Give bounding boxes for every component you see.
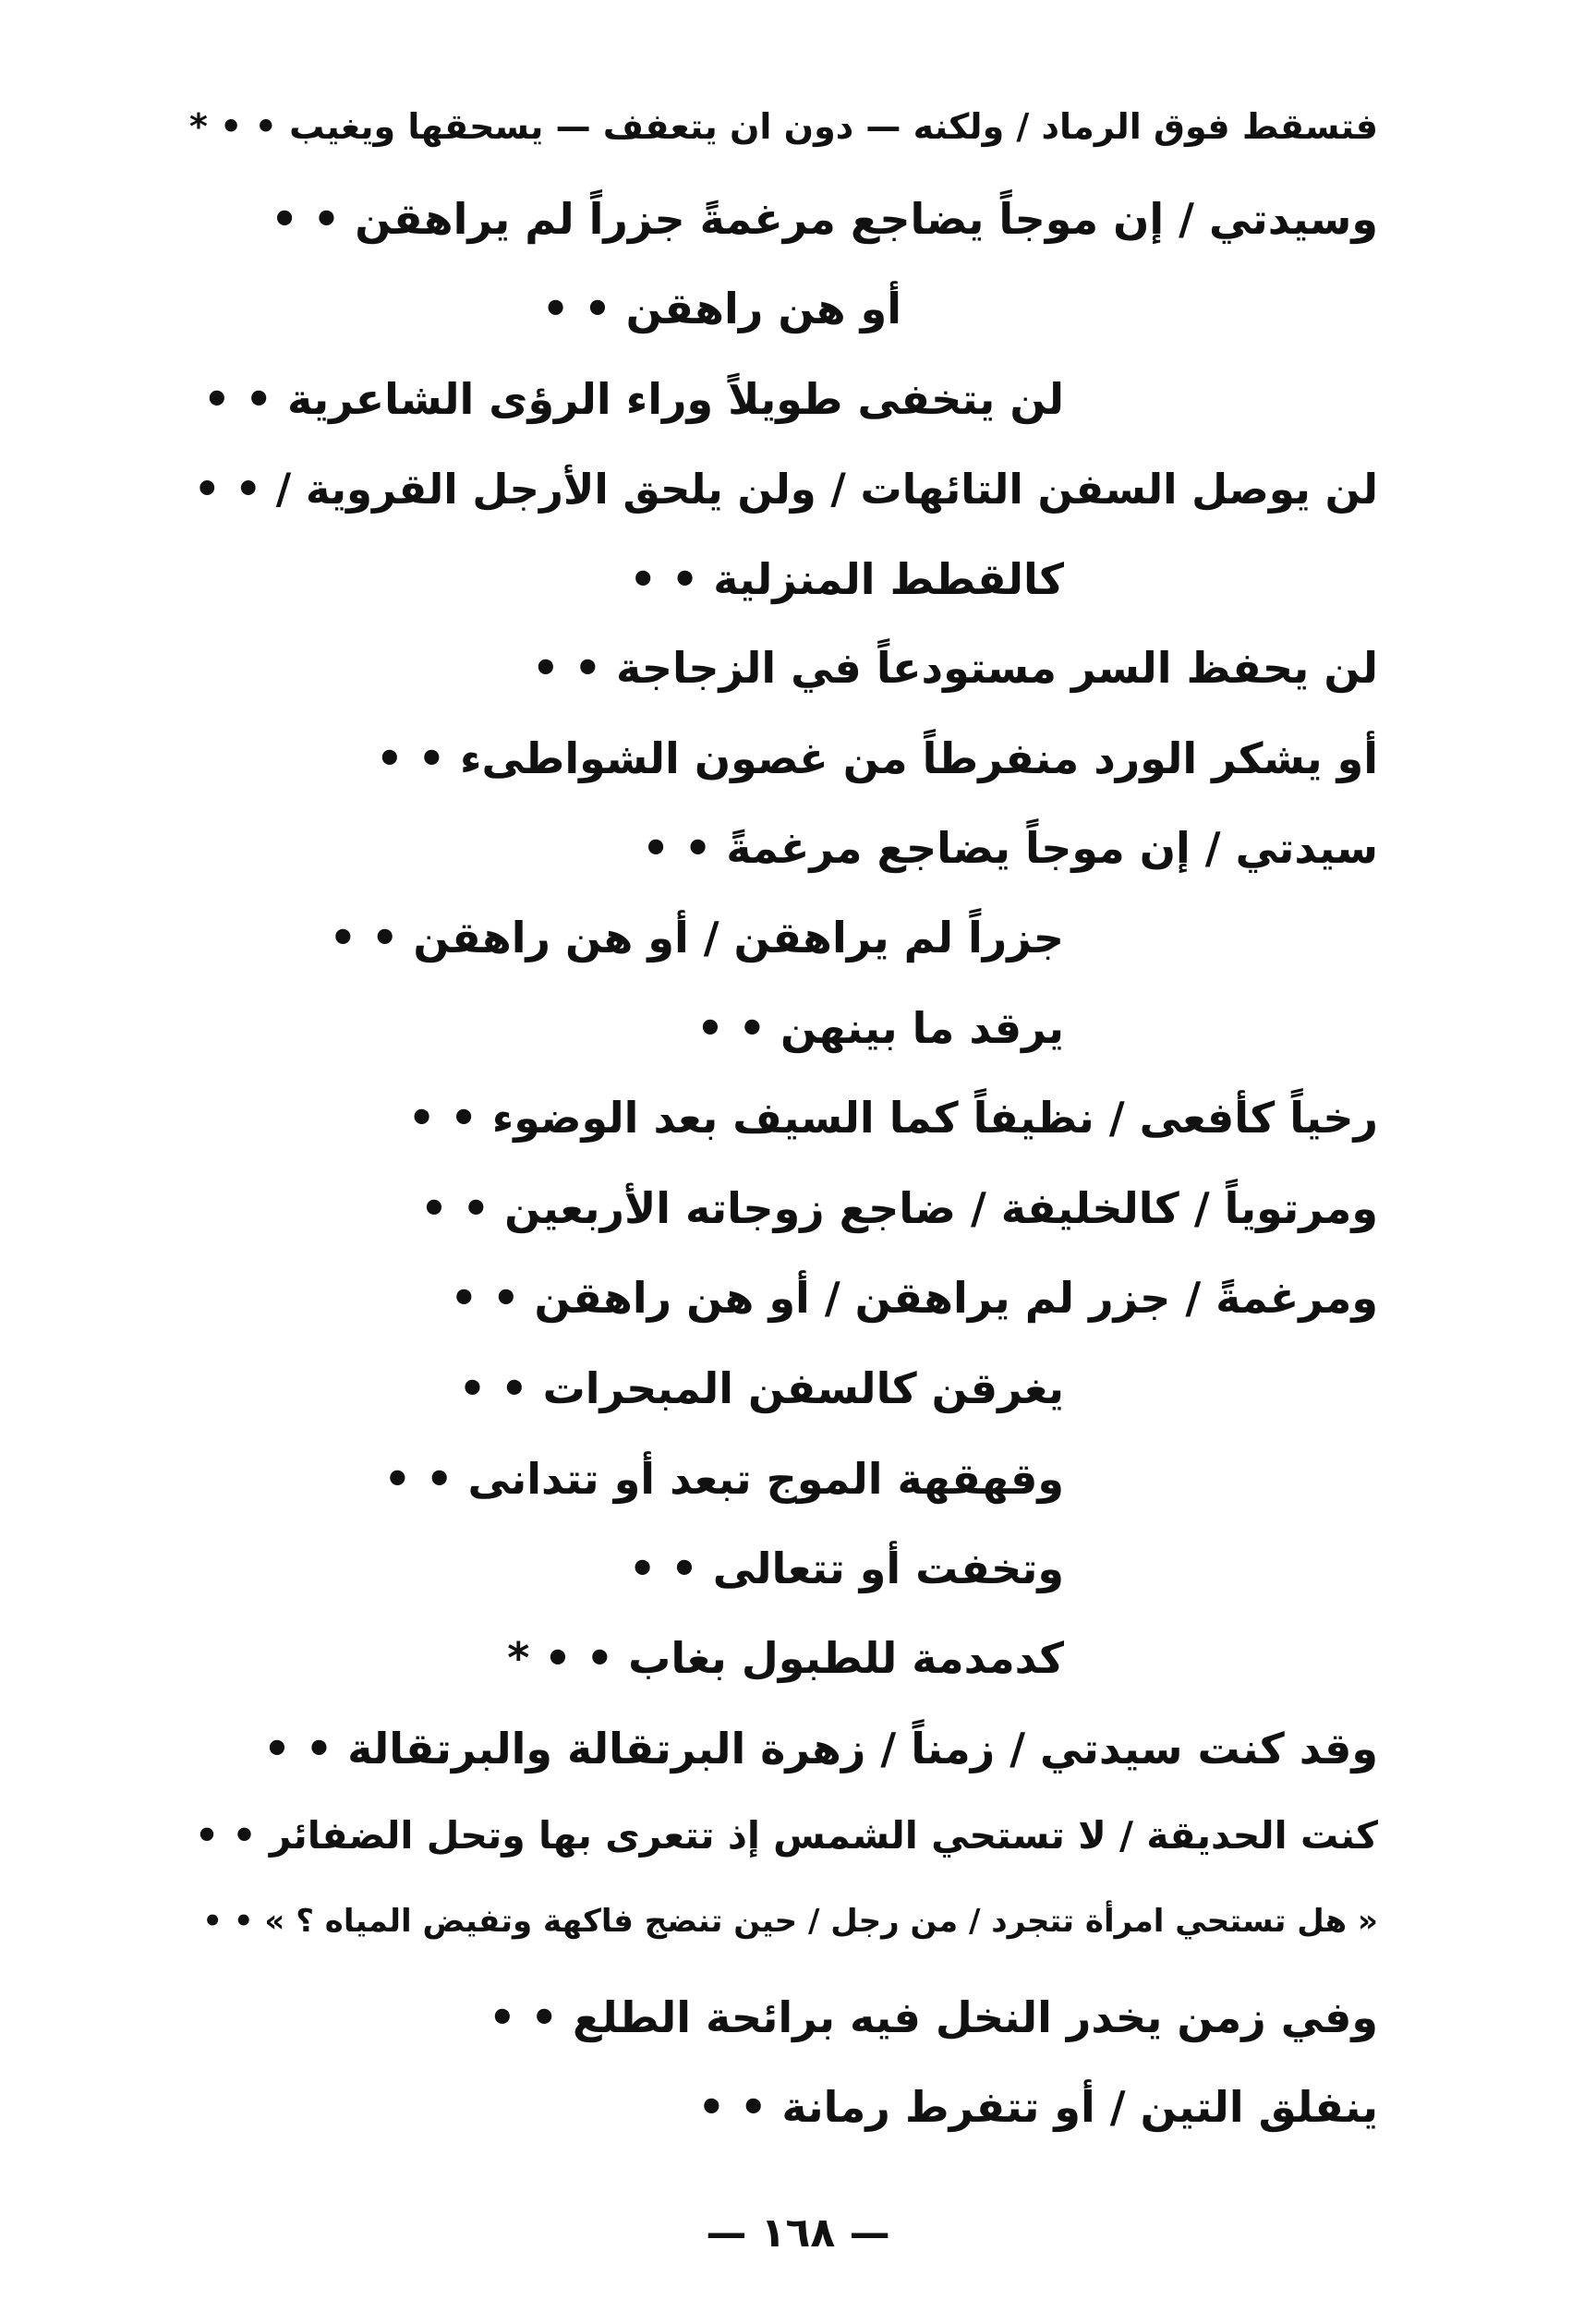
- poem-line: لن يحفظ السر مستودعاً في الزجاجة • •: [532, 643, 1378, 693]
- poem-line: لن يتخفى طويلاً وراء الرؤى الشاعرية • •: [203, 374, 1064, 424]
- poem-line: وفي زمن يخدر النخل فيه برائحة الطلع • •: [489, 1992, 1378, 2042]
- page-number: — ١٦٨ —: [706, 2209, 890, 2257]
- poem-line: وقد كنت سيدتي / زمناً / زهرة البرتقالة والبرتقالة • •: [263, 1724, 1378, 1773]
- poem-line: كنت الحديقة / لا تستحي الشمس إذ تتعرى بها وتحل الضفائر • •: [194, 1813, 1378, 1858]
- poem-line: ومرغمةً / جزر لم يراهقن / أو هن راهقن • •: [450, 1273, 1378, 1323]
- poem-line: كالقطط المنزلية • •: [629, 554, 1064, 604]
- poem-line: رخياً كأفعى / نظيفاً كما السيف بعد الوضوء • •: [407, 1093, 1378, 1143]
- poem-line: فتسقط فوق الرماد / ولكنه — دون ان يتعفف — يسحقها ويغيب • • *: [188, 106, 1378, 147]
- poem-line: وسيدتي / إن موجاً يضاجع مرغمةً جزراً لم يراهقن • •: [271, 194, 1378, 244]
- poem-line: جزراً لم يراهقن / أو هن راهقن • •: [329, 913, 1064, 962]
- poem-line: ومرتوياً / كالخليفة / ضاجع زوجاته الأربعين • •: [420, 1183, 1378, 1233]
- poem-line: سيدتي / إن موجاً يضاجع مرغمةً • •: [642, 823, 1378, 873]
- poem-line: « هل تستحي امرأة تتجرد / من رجل / حين تنضج فاكهة وتفيض المياه ؟ » • •: [202, 1903, 1378, 1940]
- poem-line: لن يوصل السفن التائهات / ولن يلحق الأرجل القروية / • •: [193, 465, 1378, 514]
- poem-line: وقهقهة الموج تبعد أو تتدانى • •: [383, 1454, 1064, 1504]
- poem-line: يرقد ما بينهن • •: [696, 1003, 1064, 1053]
- poem-line: أو هن راهقن • •: [541, 284, 901, 333]
- poem-line: أو يشكر الورد منفرطاً من غصون الشواطىء • •: [376, 733, 1378, 783]
- poem-line: كدمدمة للطبول بغاب • • *: [507, 1633, 1064, 1683]
- poem-line: وتخفت أو تتعالى • •: [628, 1543, 1064, 1593]
- poem-line: ينفلق التين / أو تتفرط رمانة • •: [697, 2082, 1378, 2132]
- poem-line: يغرقن كالسفن المبحرات • •: [458, 1363, 1064, 1413]
